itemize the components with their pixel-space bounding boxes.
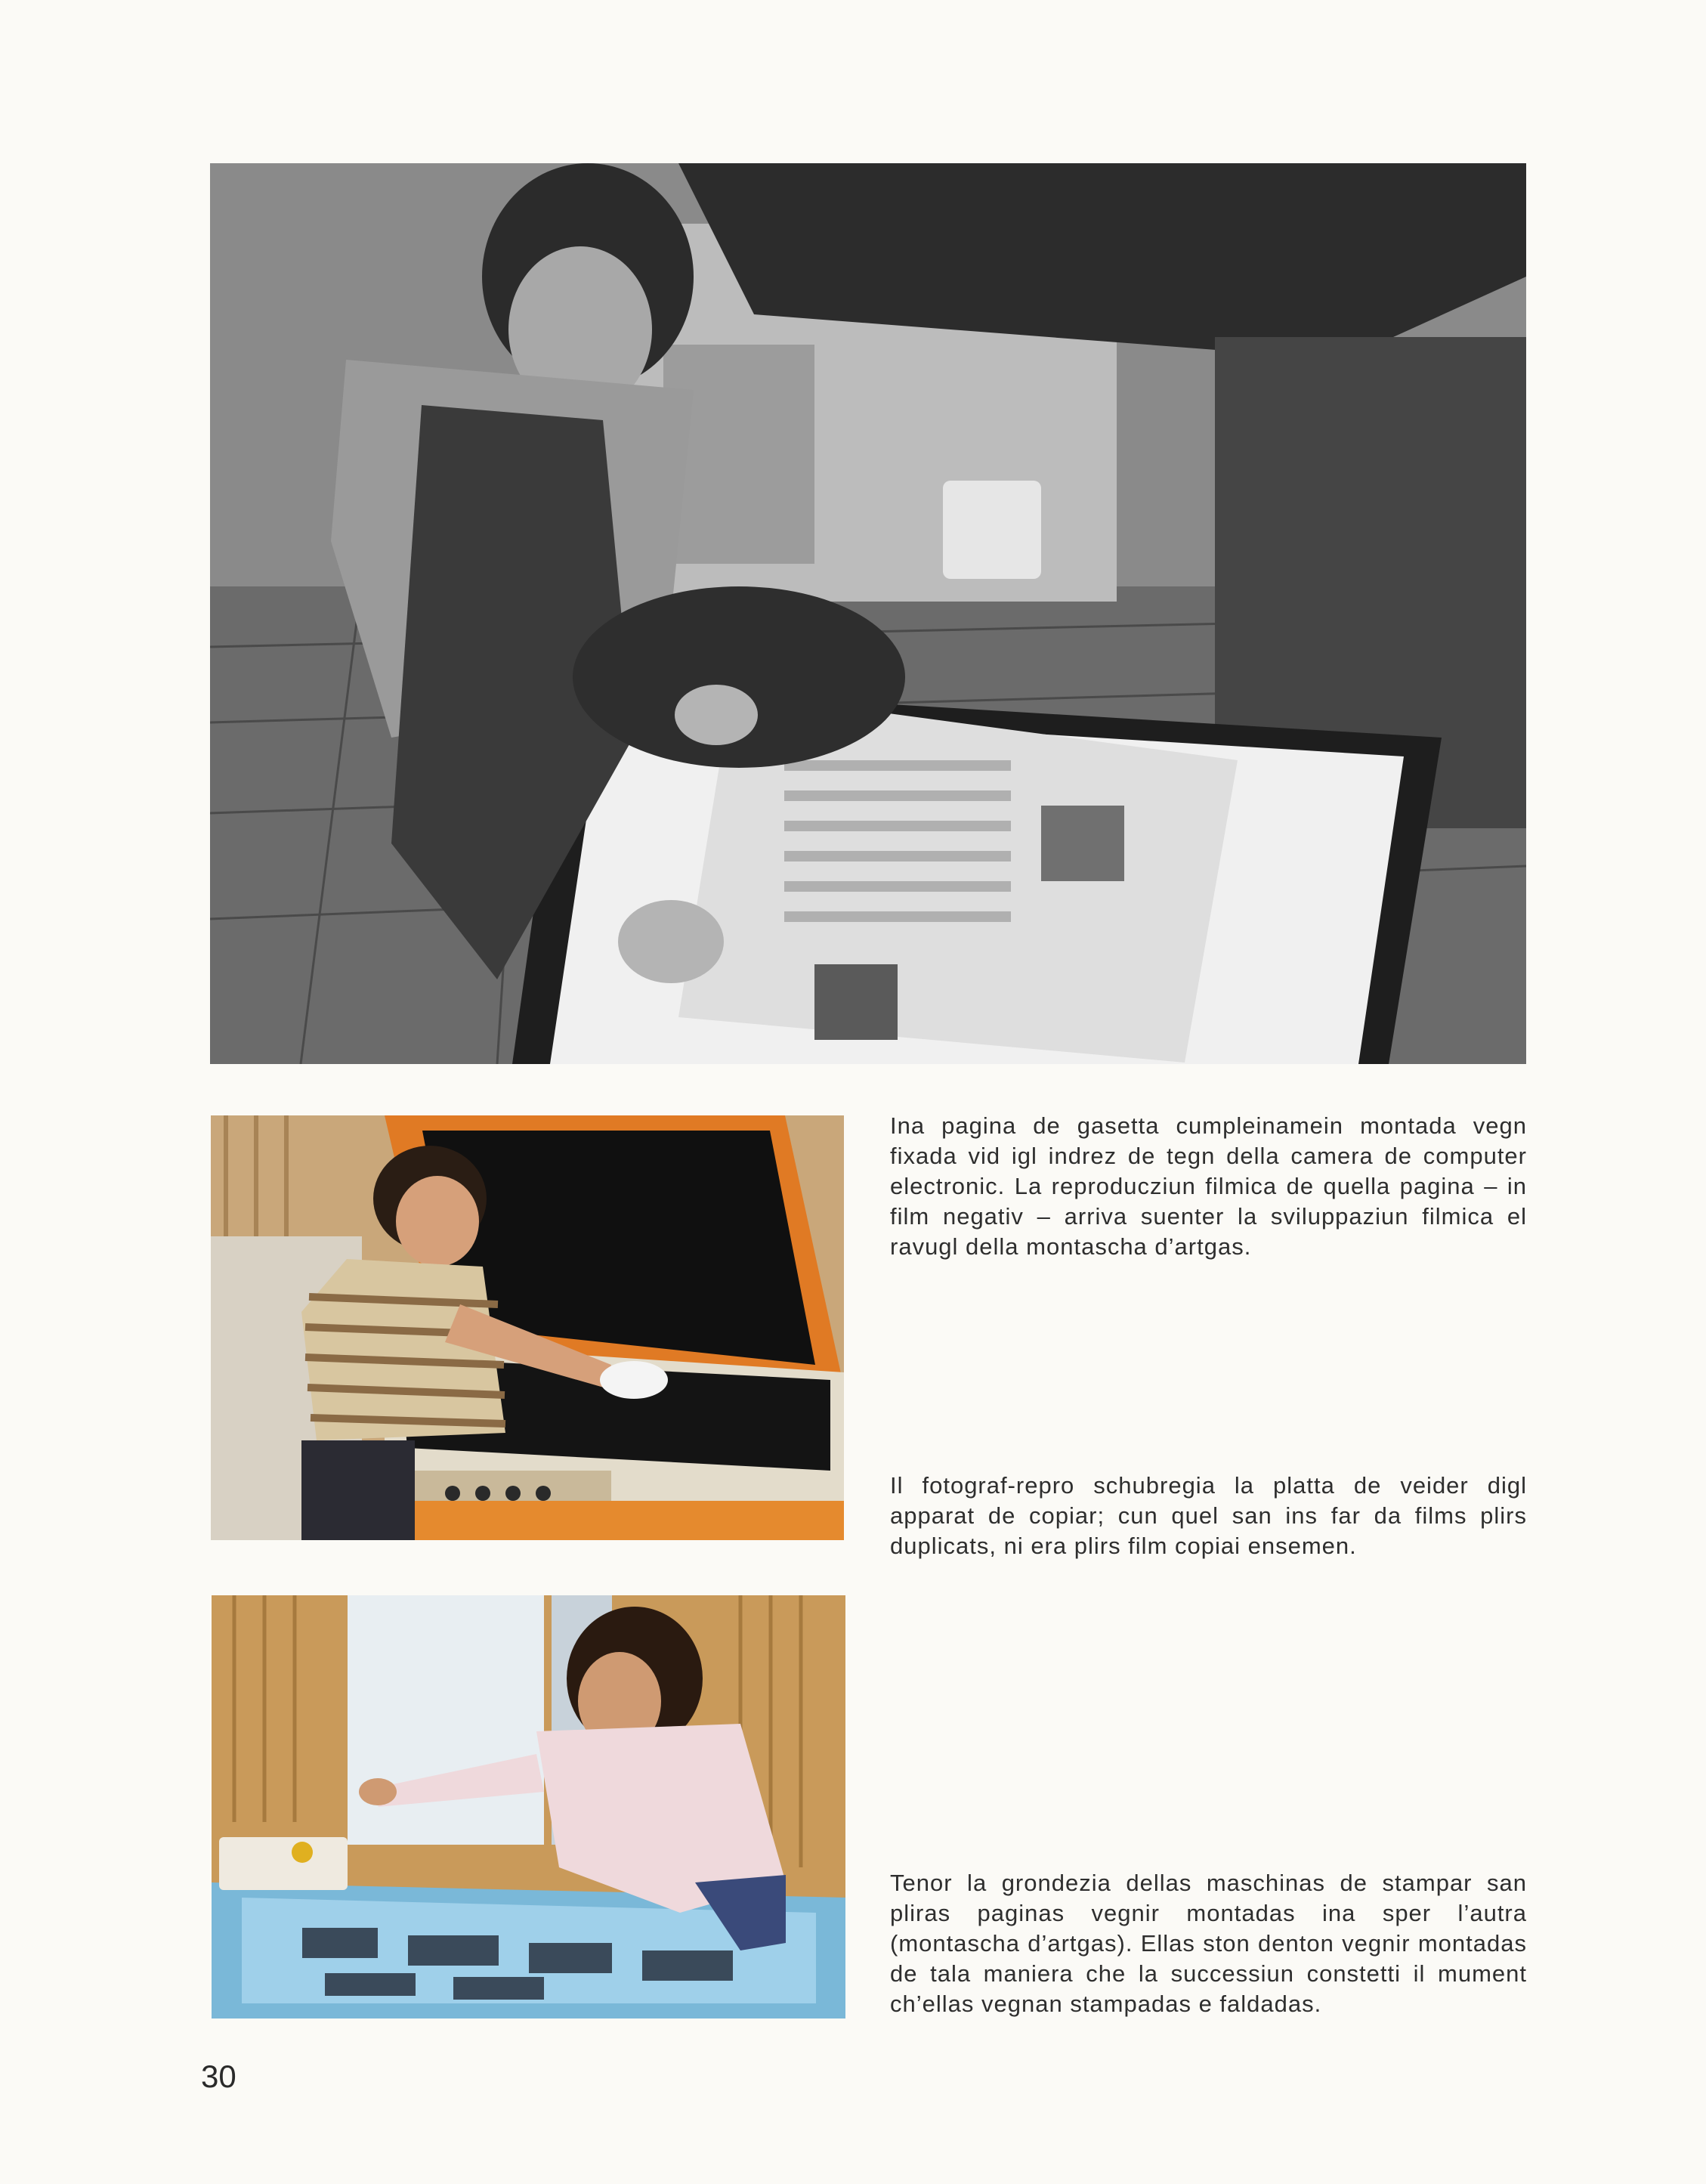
caption-middle-photo: Il fotograf-repro schubregia la platta de veider digl apparat de copiar; cun quel san ins far da films plirs duplicats, ni era plirs film copiai ensemen.: [890, 1472, 1527, 1559]
page-number: 30: [201, 2059, 236, 2094]
photo-top: [210, 163, 1526, 1064]
photo-man-assembling-film-montage-icon: [212, 1595, 845, 2018]
caption-bottom-photo: Tenor la grondezia dellas maschinas de stampar san pliras paginas vegnir montadas ina sper l’autra (montascha d’artgas). Ellas ston denton vegnir montadas de tala maniera che la successiun constetti il mument ch’ellas vegnan stampadas e faldadas.: [890, 1870, 1527, 2017]
photo-woman-at-camera-copyboard-icon: [210, 163, 1526, 1064]
photo-bottom: [212, 1595, 845, 2018]
photo-man-cleaning-copy-frame-glass-icon: [211, 1115, 844, 1540]
caption-top-photo: Ina pagina de gasetta cumpleinamein montada vegn fixada vid igl indrez de tegn della camera de computer electronic. La reproducziun filmica de quella pagina – in film negativ – arriva suenter la sviluppaziun filmica el ravugl della montascha d’artgas.: [890, 1112, 1527, 1260]
photo-middle: [211, 1115, 844, 1540]
